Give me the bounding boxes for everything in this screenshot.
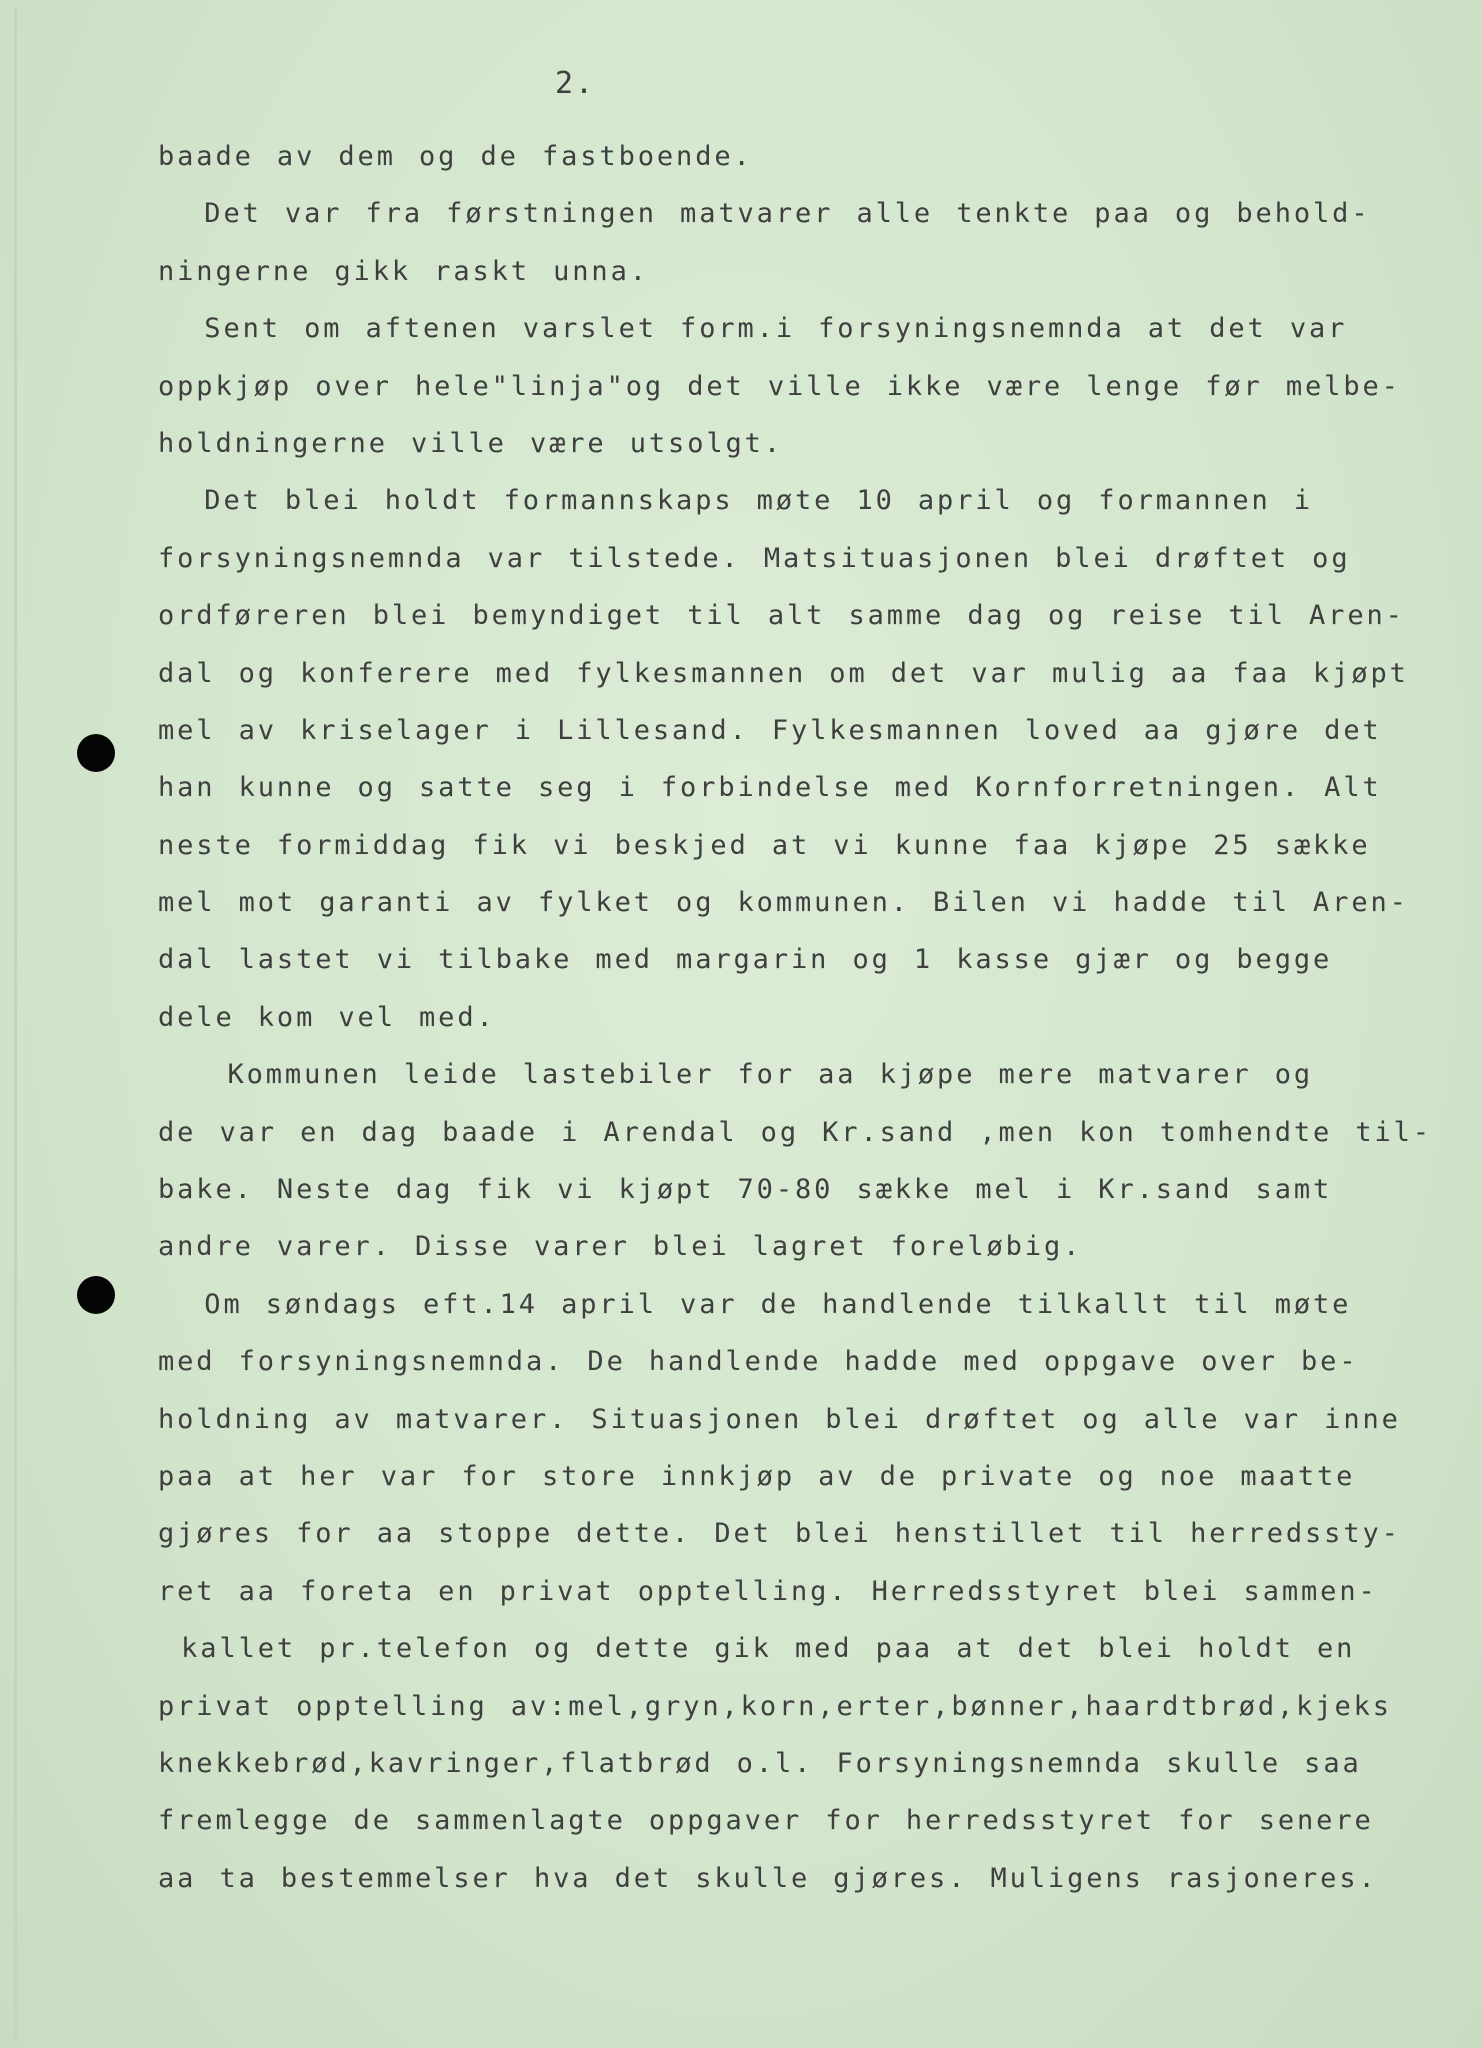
text-line: neste formiddag fik vi beskjed at vi kunne faa kjøpe 25 sække xyxy=(158,829,1371,861)
text-line: kallet pr.telefon og dette gik med paa at det blei holdt en xyxy=(158,1633,1356,1665)
text-line: ordføreren blei bemyndiget til alt samme dag og reise til Aren- xyxy=(158,600,1405,632)
text-line: han kunne og satte seg i forbindelse med Kornforretningen. Alt xyxy=(158,772,1382,804)
text-line: paa at her var for store innkjøp av de private og noe maatte xyxy=(158,1460,1356,1492)
text-line: holdning av matvarer. Situasjonen blei drøftet og alle var inne xyxy=(158,1403,1401,1435)
punch-hole xyxy=(77,1276,115,1314)
punch-hole xyxy=(77,734,115,772)
page-number: 2. xyxy=(555,66,596,101)
text-line: holdningerne ville være utsolgt. xyxy=(158,427,783,459)
text-line: Sent om aftenen varslet form.i forsyningsnemnda at det var xyxy=(158,313,1348,345)
text-line: mel mot garanti av fylket og kommunen. Bilen vi hadde til Aren- xyxy=(158,887,1409,919)
text-line: baade av dem og de fastboende. xyxy=(158,141,753,172)
text-line: knekkebrød,kavringer,flatbrød o.l. Forsyningsnemnda skulle saa xyxy=(158,1747,1362,1779)
text-line: ningerne gikk raskt unna. xyxy=(158,255,649,287)
text-line: fremlegge de sammenlagte oppgaver for herredsstyret for senere xyxy=(158,1805,1374,1837)
text-line: de var en dag baade i Arendal og Kr.sand ,men kon tomhendte til- xyxy=(158,1116,1432,1148)
typewritten-text xyxy=(158,128,1448,1907)
text-line: gjøres for aa stoppe dette. Det blei henstillet til herredssty- xyxy=(158,1518,1401,1550)
text-line: mel av kriselager i Lillesand. Fylkesmannen loved aa gjøre det xyxy=(158,714,1382,746)
text-line: Det blei holdt formannskaps møte 10 april og formannen i xyxy=(158,485,1314,517)
text-line: aa ta bestemmelser hva det skulle gjøres. Muligens rasjoneres. xyxy=(158,1862,1378,1894)
text-line: bake. Neste dag fik vi kjøpt 70-80 sække mel i Kr.sand samt xyxy=(158,1174,1333,1206)
text-line: oppkjøp over hele"linja"og det ville ikke være lenge før melbe- xyxy=(158,370,1401,402)
text-line: privat opptelling av:mel,gryn,korn,erter,bønner,haardtbrød,kjeks xyxy=(158,1690,1392,1722)
text-line: Om søndags eft.14 april var de handlende tilkallt til møte xyxy=(158,1288,1352,1320)
text-line: dal lastet vi tilbake med margarin og 1 kasse gjær og begge xyxy=(158,944,1333,976)
text-line: Kommunen leide lastebiler for aa kjøpe mere matvarer og xyxy=(158,1059,1314,1091)
text-line: dal og konferere med fylkesmannen om det var mulig aa faa kjøpt xyxy=(158,657,1409,689)
text-line: dele kom vel med. xyxy=(158,1001,496,1033)
text-line: andre varer. Disse varer blei lagret foreløbig. xyxy=(158,1231,1083,1263)
text-line: ret aa foreta en privat opptelling. Herredsstyret blei sammen- xyxy=(158,1575,1378,1607)
text-line: med forsyningsnemnda. De handlende hadde med oppgave over be- xyxy=(158,1346,1359,1378)
text-line: forsyningsnemnda var tilstede. Matsituasjonen blei drøftet og xyxy=(158,542,1351,574)
text-line: Det var fra førstningen matvarer alle tenkte paa og behold- xyxy=(158,198,1371,230)
